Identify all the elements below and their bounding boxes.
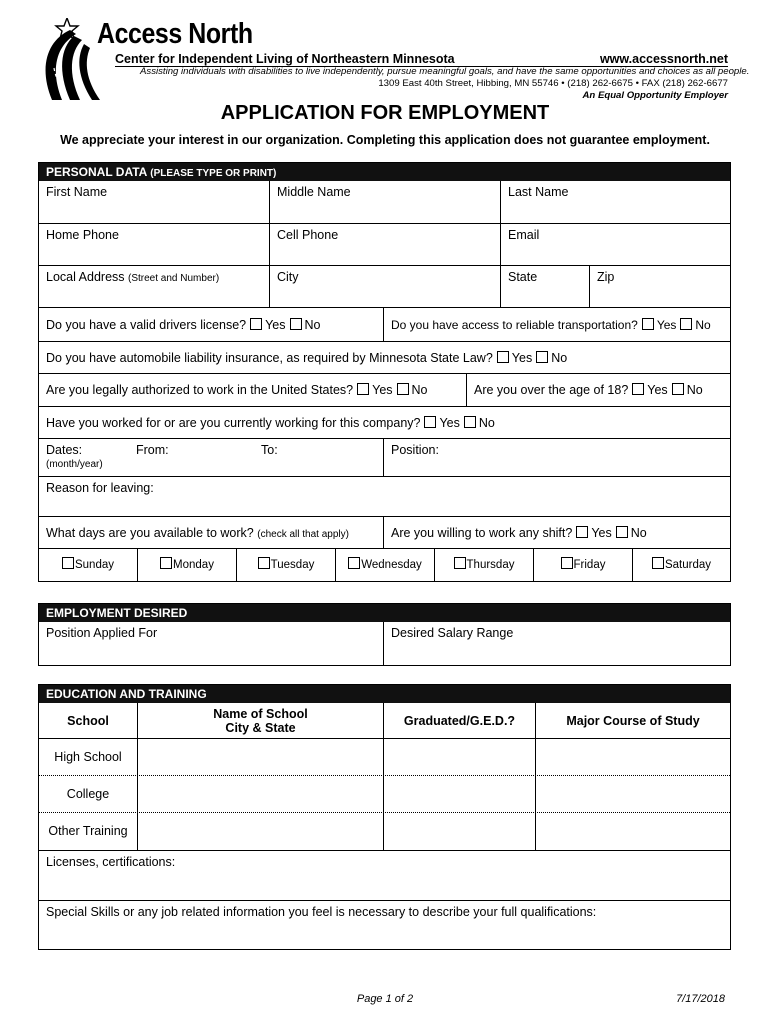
authorized-question: Are you legally authorized to work in the United States? Yes No	[46, 383, 428, 397]
age-yes-checkbox[interactable]	[632, 383, 644, 395]
prior-employment-row	[39, 406, 730, 438]
employment-desired-header: EMPLOYMENT DESIRED	[39, 604, 730, 622]
col-school-name: Name of School City & State	[137, 703, 383, 738]
shift-no-checkbox[interactable]	[616, 526, 628, 538]
intro-text: We appreciate your interest in our organization. Completing this application does not guarantee employment.	[60, 133, 710, 147]
special-skills-field[interactable]: Special Skills or any job related information you feel is necessary to describe your full qualifications:	[46, 905, 597, 919]
license-row	[39, 307, 730, 341]
name-row	[39, 181, 730, 223]
employment-desired-section	[38, 603, 731, 666]
day-tuesday[interactable]: Tuesday	[236, 549, 335, 581]
availability-row	[39, 516, 730, 548]
college-major-field[interactable]	[535, 776, 730, 812]
insurance-yes-checkbox[interactable]	[497, 351, 509, 363]
org-tagline: Assisting individuals with disabilities to live independently, pursue meaningful goals, and have the same opportunities and choices as all people.	[140, 66, 750, 77]
reason-row	[39, 476, 730, 516]
cell-phone-field[interactable]: Cell Phone	[269, 224, 500, 265]
high-school-major-field[interactable]	[535, 739, 730, 775]
col-school: School	[67, 714, 109, 728]
address-row	[39, 265, 730, 307]
authorized-no-checkbox[interactable]	[397, 383, 409, 395]
college-name-field[interactable]	[137, 776, 383, 812]
thursday-checkbox[interactable]	[454, 557, 466, 569]
education-row-other-training	[39, 812, 730, 850]
other-training-name-field[interactable]	[137, 813, 383, 850]
phone-row	[39, 223, 730, 265]
personal-data-section	[38, 162, 731, 582]
page-number: Page 1 of 2	[356, 993, 414, 1005]
day-sunday[interactable]: Sunday	[39, 549, 137, 581]
licenses-field[interactable]: Licenses, certifications:	[46, 855, 176, 869]
reason-for-leaving-field[interactable]: Reason for leaving:	[46, 481, 154, 495]
shift-yes-checkbox[interactable]	[576, 526, 588, 538]
college-graduated-field[interactable]	[383, 776, 535, 812]
insurance-row	[39, 341, 730, 373]
access-north-logo	[40, 18, 100, 100]
skills-row	[39, 900, 730, 949]
education-row-college	[39, 775, 730, 812]
other-training-graduated-field[interactable]	[383, 813, 535, 850]
transport-yes-checkbox[interactable]	[642, 318, 654, 330]
day-thursday[interactable]: Thursday	[434, 549, 533, 581]
position-field[interactable]: Position:	[383, 439, 730, 476]
license-no-checkbox[interactable]	[290, 318, 302, 330]
row-label-other-training: Other Training	[48, 824, 128, 838]
zip-field[interactable]: Zip	[589, 266, 730, 307]
other-training-major-field[interactable]	[535, 813, 730, 850]
age-question: Are you over the age of 18? Yes No	[466, 374, 730, 406]
licenses-row	[39, 850, 730, 900]
personal-data-header: PERSONAL DATA (PLEASE TYPE OR PRINT)	[39, 163, 730, 181]
email-field[interactable]: Email	[500, 224, 730, 265]
sunday-checkbox[interactable]	[62, 557, 74, 569]
org-address: 1309 East 40th Street, Hibbing, MN 55746 • (218) 262-6675 • FAX (218) 262-6677	[378, 78, 728, 89]
eoe-statement: An Equal Opportunity Employer	[582, 90, 728, 101]
education-header: EDUCATION AND TRAINING	[39, 685, 730, 703]
worked-here-question: Have you worked for or are you currently working for this company? Yes No	[46, 416, 495, 430]
insurance-no-checkbox[interactable]	[536, 351, 548, 363]
employment-row	[39, 622, 730, 665]
col-major: Major Course of Study	[535, 703, 730, 738]
org-website: www.accessnorth.net	[599, 52, 728, 66]
high-school-graduated-field[interactable]	[383, 739, 535, 775]
saturday-checkbox[interactable]	[652, 557, 664, 569]
high-school-name-field[interactable]	[137, 739, 383, 775]
row-label-high-school: High School	[54, 750, 122, 764]
revision-date: 7/17/2018	[676, 993, 725, 1005]
last-name-field[interactable]: Last Name	[500, 181, 730, 223]
transport-no-checkbox[interactable]	[680, 318, 692, 330]
wednesday-checkbox[interactable]	[348, 557, 360, 569]
tuesday-checkbox[interactable]	[258, 557, 270, 569]
row-label-college: College	[66, 787, 110, 801]
first-name-field[interactable]: First Name	[46, 185, 108, 199]
dates-field[interactable]: Dates: From: To: (month/year)	[46, 443, 278, 470]
friday-checkbox[interactable]	[561, 557, 573, 569]
day-friday[interactable]: Friday	[533, 549, 632, 581]
col-graduated: Graduated/G.E.D.?	[383, 703, 535, 738]
drivers-license-question: Do you have a valid drivers license? Yes No	[46, 318, 321, 332]
day-monday[interactable]: Monday	[137, 549, 236, 581]
education-header-row	[39, 703, 730, 738]
org-name: Access North	[97, 18, 253, 50]
middle-name-field[interactable]: Middle Name	[269, 181, 500, 223]
worked-no-checkbox[interactable]	[464, 416, 476, 428]
authorized-yes-checkbox[interactable]	[357, 383, 369, 395]
home-phone-field[interactable]: Home Phone	[46, 228, 119, 242]
city-field[interactable]: City	[269, 266, 500, 307]
desired-salary-field[interactable]: Desired Salary Range	[383, 622, 730, 665]
authorization-row	[39, 373, 730, 406]
education-section	[38, 684, 731, 950]
transportation-question: Do you have access to reliable transportation? Yes No	[383, 308, 730, 341]
insurance-question: Do you have automobile liability insurance, as required by Minnesota State Law? Yes No	[46, 351, 568, 365]
age-no-checkbox[interactable]	[672, 383, 684, 395]
worked-yes-checkbox[interactable]	[424, 416, 436, 428]
state-field[interactable]: State	[500, 266, 589, 307]
page-title: APPLICATION FOR EMPLOYMENT	[220, 102, 550, 124]
days-available-question: What days are you available to work? (check all that apply)	[46, 526, 349, 540]
education-row-high-school	[39, 738, 730, 775]
shift-question: Are you willing to work any shift? Yes No	[383, 517, 730, 548]
day-wednesday[interactable]: Wednesday	[335, 549, 434, 581]
dates-row	[39, 438, 730, 476]
license-yes-checkbox[interactable]	[250, 318, 262, 330]
local-address-field[interactable]: Local Address (Street and Number)	[46, 270, 220, 284]
day-saturday[interactable]: Saturday	[632, 549, 730, 581]
org-subtitle: Center for Independent Living of Northeastern Minnesota	[115, 52, 455, 66]
days-row	[39, 548, 730, 581]
monday-checkbox[interactable]	[160, 557, 172, 569]
position-applied-field[interactable]: Position Applied For	[46, 626, 158, 640]
